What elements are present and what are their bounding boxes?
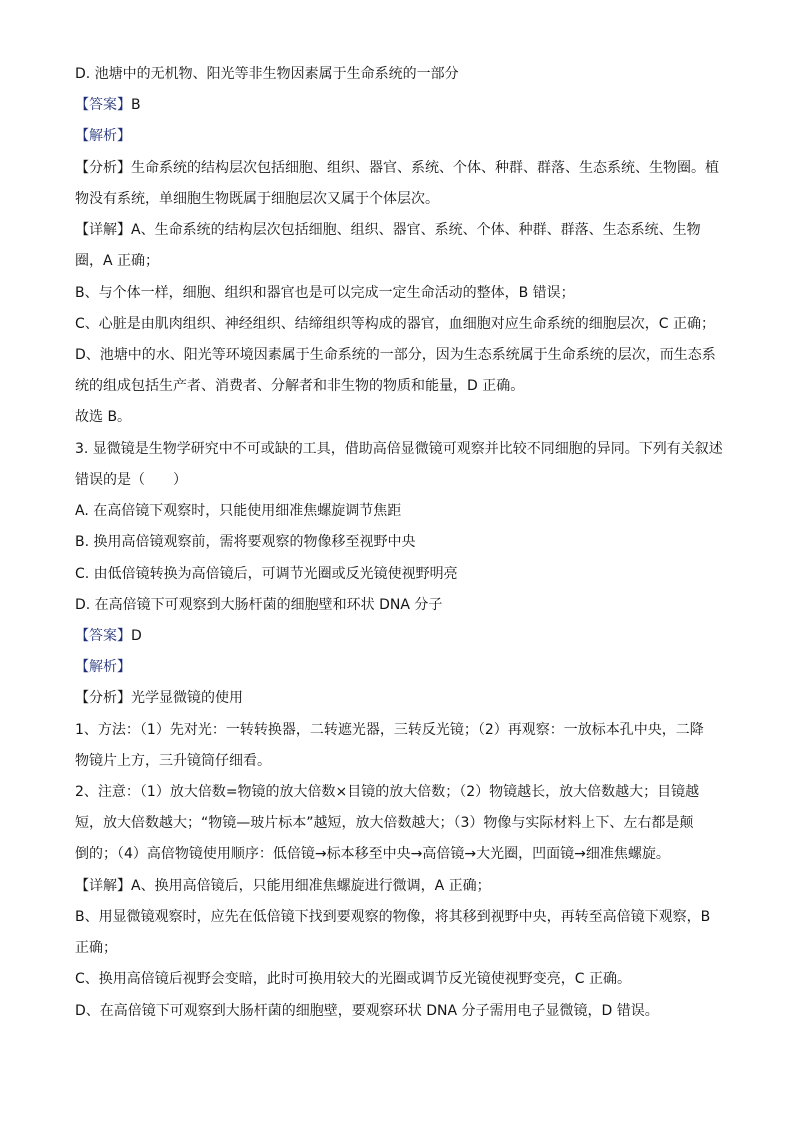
q2-conclusion: 故选 B。 (75, 409, 132, 426)
q2-detail-line: C、心脏是由肌肉组织、神经组织、结缔组织等构成的器官，血细胞对应生命系统的细胞层次，C 正确； (75, 315, 715, 332)
q3-option-a: A. 在高倍镜下观察时，只能使用细准焦螺旋调节焦距 (75, 503, 402, 520)
q3-answer-label: 【答案】 (75, 627, 131, 644)
q3-stem-line: 错误的是（ ） (75, 471, 187, 488)
q2-detail-line: 圈，A 正确； (75, 253, 160, 270)
q3-analysis-line: 倒的；（4）高倍物镜使用顺序：低倍镜→标本移至中央→高倍镜→大光圈，凹面镜→细准焦螺旋。 (75, 846, 670, 863)
q2-analysis-line: 【分析】生命系统的结构层次包括细胞、组织、器官、系统、个体、种群、群落、生态系统、生物圈。植 (75, 159, 719, 176)
q3-detail-line: C、换用高倍镜后视野会变暗，此时可换用较大的光圈或调节反光镜使视野变亮，C 正确。 (75, 971, 631, 988)
q2-option-d: D. 池塘中的无机物、阳光等非生物因素属于生命系统的一部分 (75, 66, 459, 82)
q2-answer-label: 【答案】 (75, 97, 131, 114)
q2-answer (75, 90, 735, 121)
q2-analysis-line: 物没有系统，单细胞生物既属于细胞层次又属于个体层次。 (75, 190, 439, 207)
q3-answer-value: D (131, 627, 142, 644)
q3-option-c: C. 由低倍镜转换为高倍镜后，可调节光圈或反光镜使视野明亮 (75, 565, 458, 582)
q3-stem-line: 3. 显微镜是生物学研究中不可或缺的工具，借助高倍显微镜可观察并比较不同细胞的异同。下列有关叙述 (75, 440, 723, 457)
q3-analysis-line: 1、方法：（1）先对光：一转转换器，二转遮光器，三转反光镜；（2）再观察：一放标本孔中央，二降 (75, 721, 704, 738)
q3-option-d: D. 在高倍镜下可观察到大肠杆菌的细胞壁和环状 DNA 分子 (75, 596, 443, 613)
q2-answer-value: B (131, 97, 141, 114)
q2-detail-line: 统的组成包括生产者、消费者、分解者和非生物的物质和能量，D 正确。 (75, 378, 525, 395)
q3-analysis-line: 2、注意：（1）放大倍数=物镜的放大倍数×目镜的放大倍数；（2）物镜越长，放大倍数越大；目镜越 (75, 784, 700, 801)
q3-detail-line: 正确； (75, 940, 117, 957)
q3-option-b: B. 换用高倍镜观察前，需将要观察的物像移至视野中央 (75, 534, 416, 551)
page-content (75, 59, 735, 1027)
q3-detail-line: 【详解】A、换用高倍镜后，只能用细准焦螺旋进行微调，A 正确； (75, 877, 491, 894)
q3-analysis-line: 【分析】光学显微镜的使用 (75, 690, 243, 707)
q3-analysis-heading: 【解析】 (75, 659, 131, 676)
q2-detail-line: 【详解】A、生命系统的结构层次包括细胞、组织、器官、系统、个体、种群、群落、生态系统、生物 (75, 222, 701, 239)
q2-detail-line: B、与个体一样，细胞、组织和器官也是可以完成一定生命活动的整体，B 错误； (75, 284, 575, 301)
q3-detail-line: B、用显微镜观察时，应先在低倍镜下找到要观察的物像，将其移到视野中央，再转至高倍镜下观察，B (75, 908, 711, 925)
q3-analysis-line: 短，放大倍数越大；“物镜—玻片标本”越短，放大倍数越大；（3）物像与实际材料上下、左右都是颠 (75, 815, 694, 832)
q2-analysis-heading: 【解析】 (75, 128, 131, 145)
q3-detail-line: D、在高倍镜下可观察到大肠杆菌的细胞壁，要观察环状 DNA 分子需用电子显微镜，D 错误。 (75, 1002, 659, 1019)
q3-analysis-line: 物镜片上方，三升镜筒仔细看。 (75, 752, 271, 769)
q2-detail-line: D、池塘中的水、阳光等环境因素属于生命系统的一部分，因为生态系统属于生命系统的层次，而生态系 (75, 346, 716, 363)
q3-answer (75, 621, 735, 652)
